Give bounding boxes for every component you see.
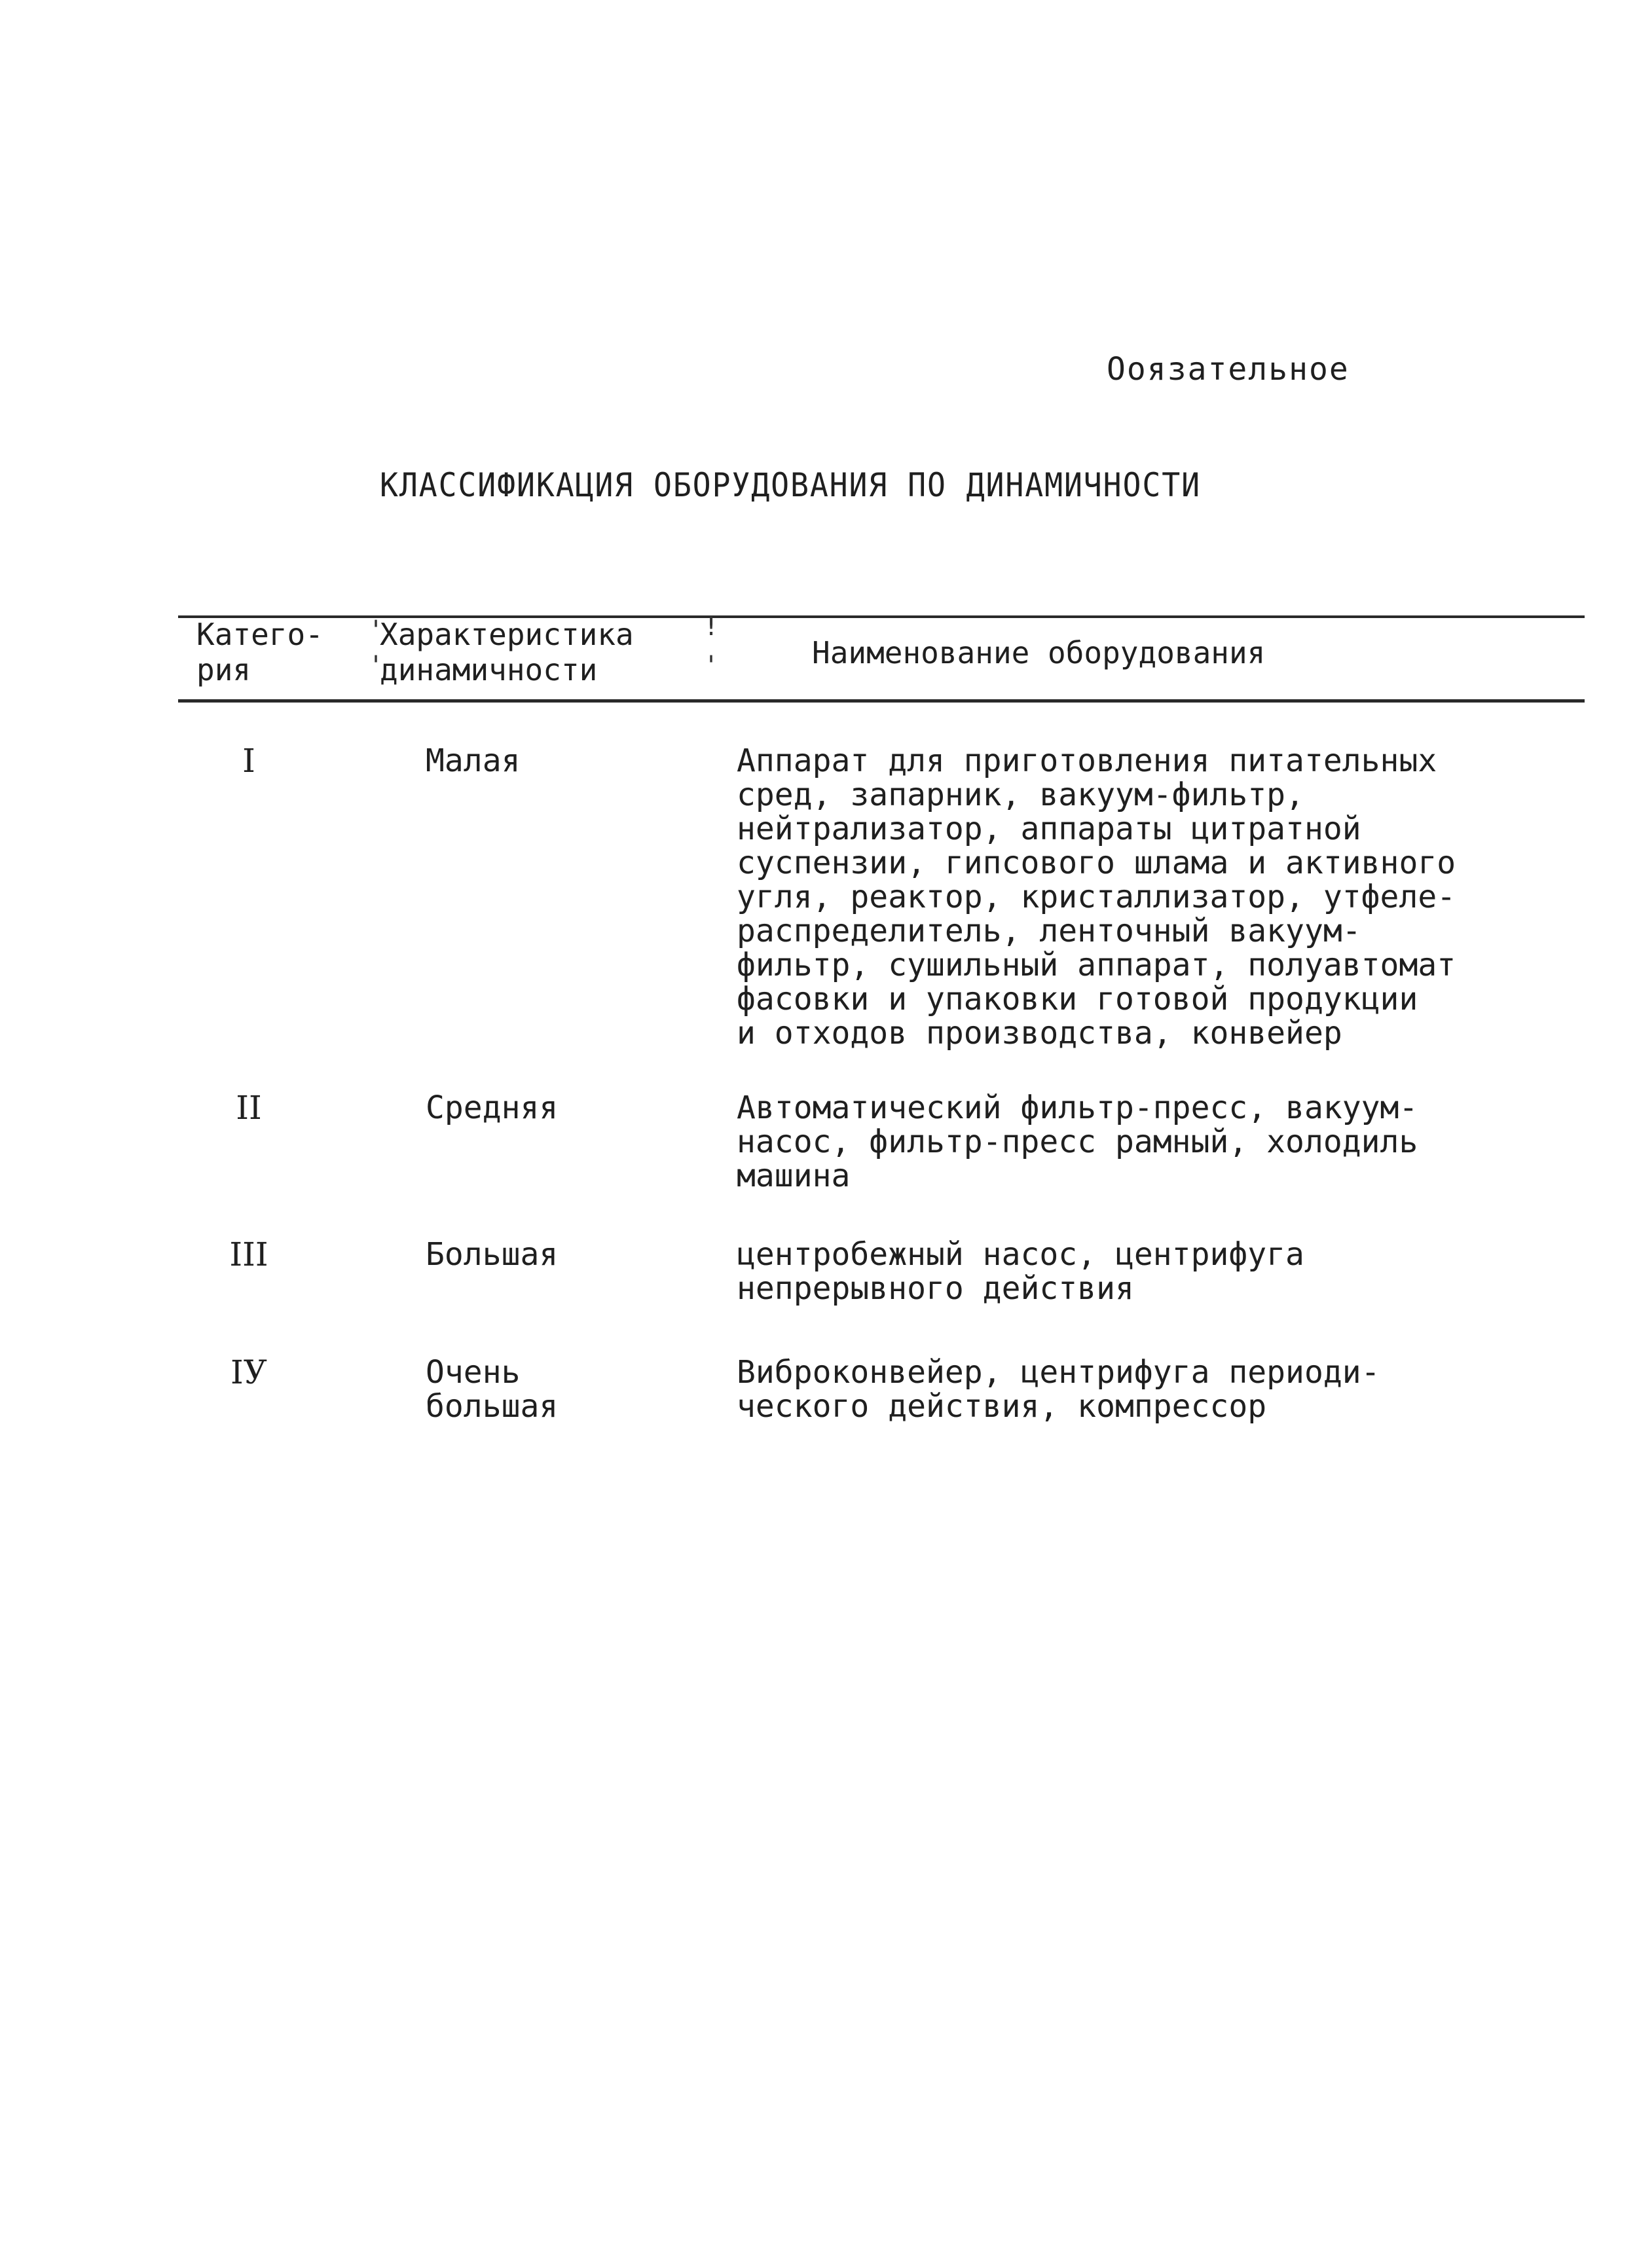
row-category: III [229, 1235, 268, 1273]
row-equipment: Виброконвейер, центрифуга периоди- ческого действия, компрессор [737, 1354, 1380, 1425]
row-equipment: Аппарат для приготовления питательных сред, запарник, вакуум-фильтр, нейтрализатор, аппараты цитратной суспензии, гипсового шлама и активного угля, реактор, кристаллизатор, утфеле- распределитель, ленточный вакуум- фильтр, сушильный аппарат, полуавтомат фасовки и упаковки готовой продукции и отходов производства, конвейер [737, 742, 1456, 1052]
header-characteristic: Характеристика динамичности [380, 617, 634, 687]
header-separator: ' [368, 651, 384, 681]
row-equipment: Автоматический фильтр-пресс, вакуум- насос, фильтр-пресс рамный, холодиль машина [737, 1089, 1418, 1194]
row-characteristic: Большая [426, 1236, 559, 1273]
header-separator: ' [368, 615, 384, 646]
header-category: Катего- рия [196, 617, 323, 687]
header-separator: ! [703, 612, 720, 642]
row-category: I [242, 742, 255, 780]
row-category: IУ [230, 1353, 267, 1391]
header-separator: ' [703, 651, 720, 681]
header-equipment: Наименование оборудования [812, 635, 1266, 670]
row-characteristic: Очень большая [426, 1354, 559, 1425]
table-header-rule [178, 699, 1585, 703]
row-category: II [236, 1089, 262, 1127]
row-equipment: центробежный насос, центрифуга непрерывного действия [737, 1236, 1304, 1307]
annex-label: Ооязательное [1107, 351, 1350, 388]
document-title: КЛАССИФИКАЦИЯ ОБОРУДОВАНИЯ ПО ДИНАМИЧНОСТИ [380, 466, 1201, 504]
row-characteristic: Средняя [426, 1089, 559, 1126]
row-characteristic: Малая [426, 742, 521, 779]
